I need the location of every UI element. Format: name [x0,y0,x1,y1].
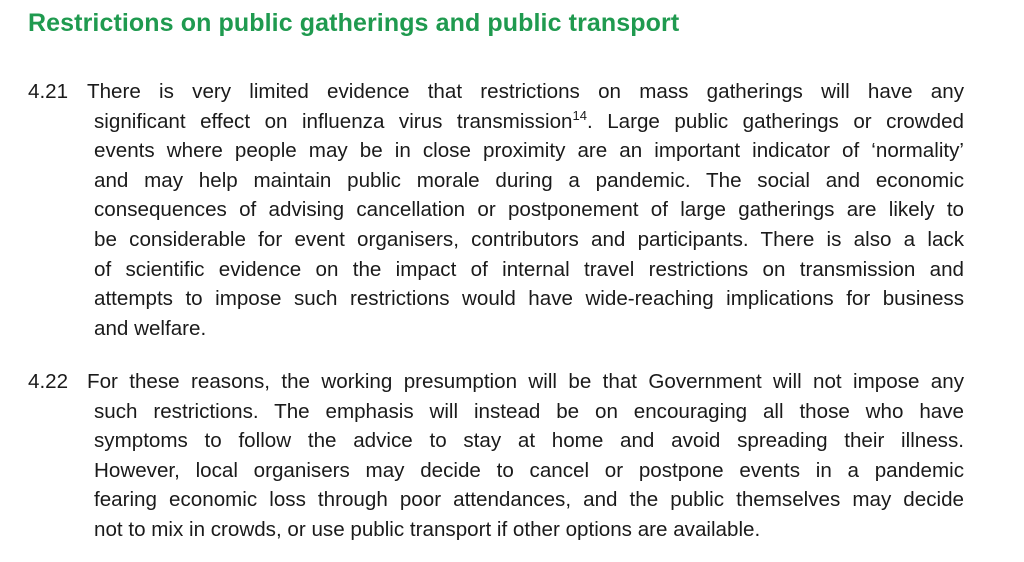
paragraph-line: such restrictions. The emphasis will instead be on encouraging all those who have [94,399,964,423]
paragraph-line: consequences of advising cancellation or postponement of large gatherings are likely to [94,198,964,222]
paragraph-line [94,107,964,137]
paragraph-text: significant effect on influenza virus transmission [94,109,573,133]
footnote-reference[interactable]: 14 [572,107,587,123]
paragraph-line: However, local organisers may decide to cancel or postpone events in a pandemic [94,458,964,482]
paragraph-line: be considerable for event organisers, contributors and participants. There is also a lack [94,227,964,251]
paragraph-number: 4.21 [28,80,69,103]
section-heading: Restrictions on public gatherings and public transport [28,9,680,37]
paragraph-line [28,367,964,397]
paragraph-line: of scientific evidence on the impact of internal travel restrictions on transmission and [94,257,964,281]
paragraph-line: and may help maintain public morale during a pandemic. The social and economic [94,168,964,192]
paragraph-line: attempts to impose such restrictions would have wide-reaching implications for business [94,287,964,311]
paragraph-line: events where people may be in close proximity are an important indicator of ‘normality’ [94,139,964,163]
paragraph-line: and welfare. [94,316,207,340]
paragraph-number: 4.22 [28,370,69,393]
paragraph-text: There is very limited evidence that restrictions on mass gatherings will have any [87,80,964,103]
paragraph-line [28,77,964,107]
paragraph-text: . Large public gatherings or crowded [586,109,964,133]
paragraph-line: fearing economic loss through poor attendances, and the public themselves may decide [94,488,964,512]
paragraph-4-22 [28,367,964,545]
paragraph-4-21 [28,77,964,343]
paragraph-line: symptoms to follow the advice to stay at home and avoid spreading their illness. [94,429,964,453]
paragraph-line: not to mix in crowds, or use public transport if other options are available. [94,517,761,541]
paragraph-text: For these reasons, the working presumption will be that Government will not impose any [87,370,964,393]
